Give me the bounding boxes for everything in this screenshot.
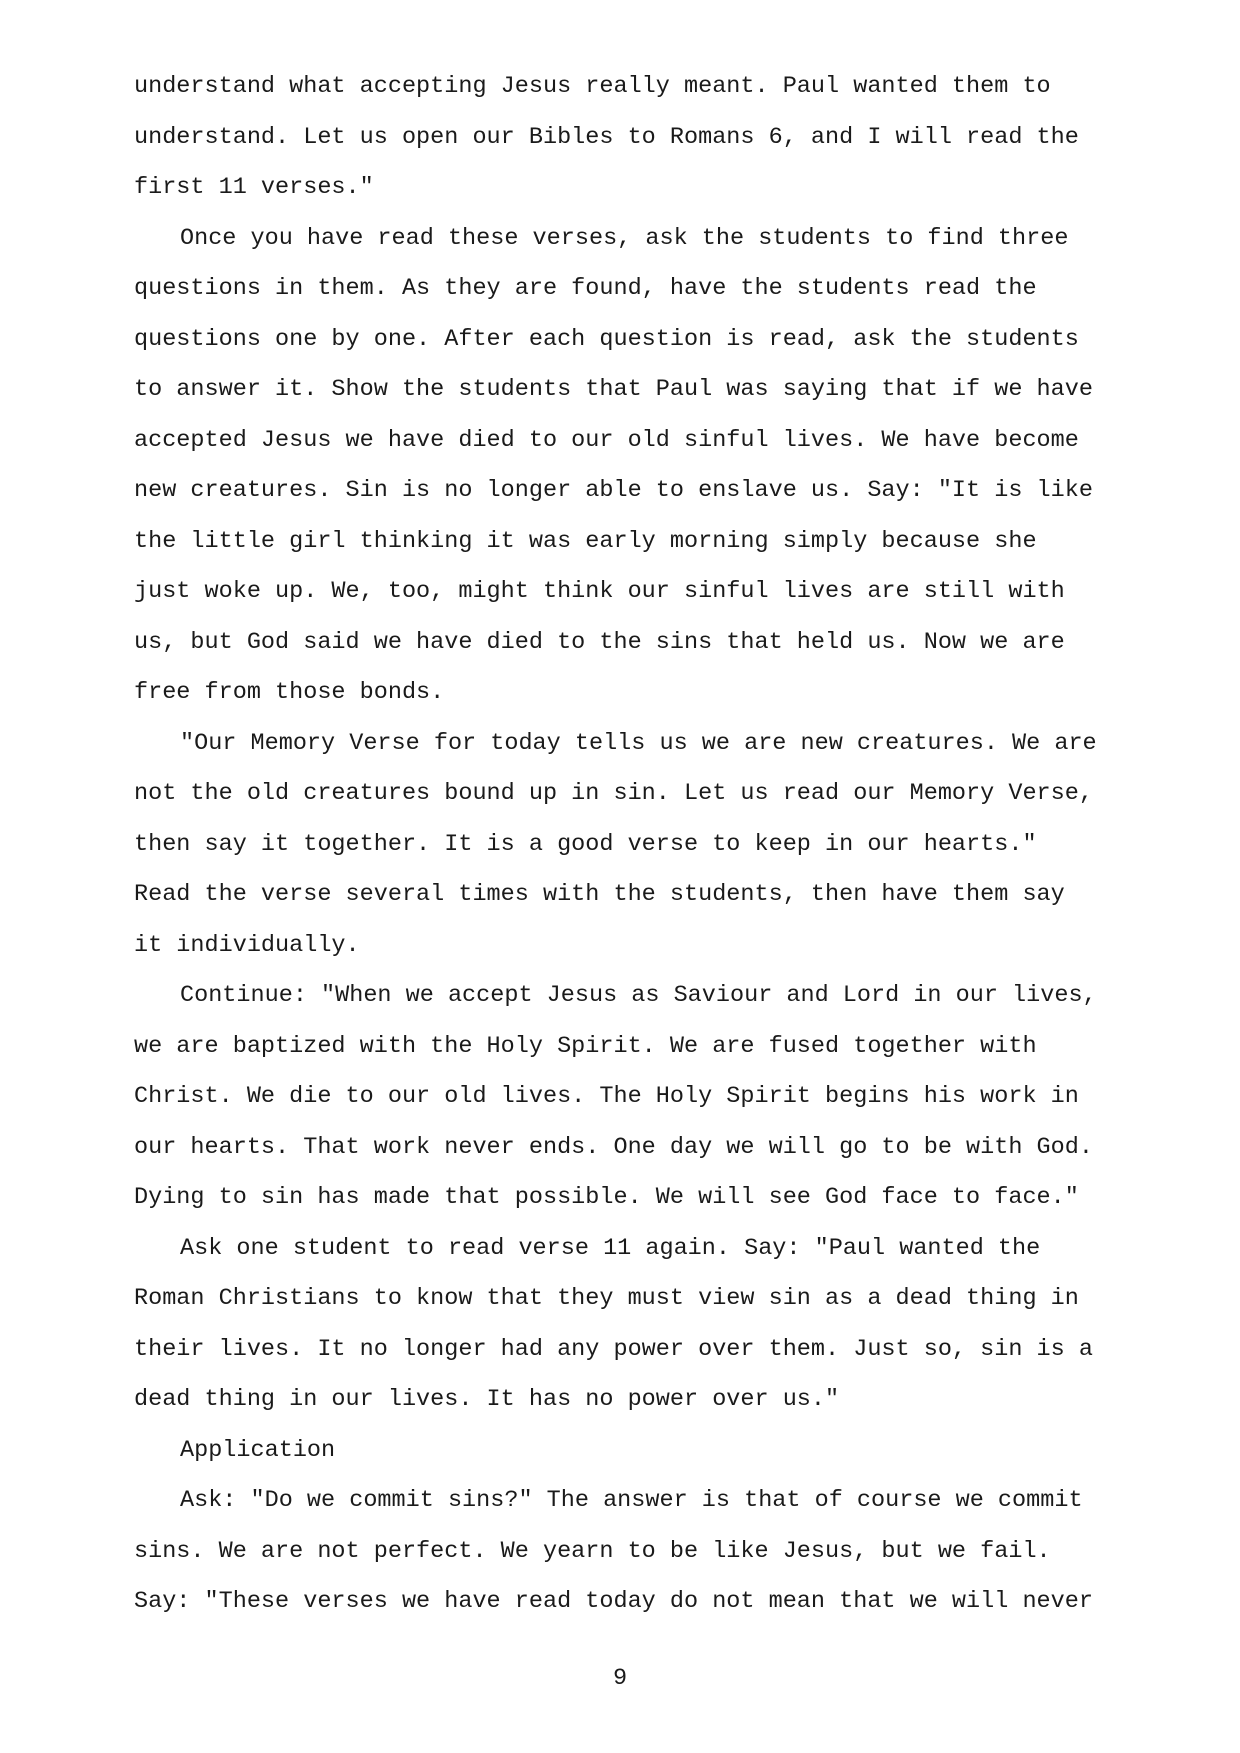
text-line: it individually. xyxy=(134,931,360,959)
text-line: understand. Let us open our Bibles to Romans 6, and I will read the xyxy=(134,123,1079,151)
text-line: we are baptized with the Holy Spirit. We are fused together with xyxy=(134,1032,1037,1060)
text-line: Continue: "When we accept Jesus as Saviour and Lord in our lives, xyxy=(180,982,1097,1009)
text-line: us, but God said we have died to the sins that held us. Now we are xyxy=(134,628,1065,656)
text-line: Ask one student to read verse 11 again. Say: "Paul wanted the xyxy=(180,1234,1041,1262)
text-line: the little girl thinking it was early morning simply because she xyxy=(134,527,1037,555)
text-line: new creatures. Sin is no longer able to enslave us. Say: "It is like xyxy=(134,477,1093,504)
text-line: understand what accepting Jesus really meant. Paul wanted them to xyxy=(134,73,1051,100)
text-line: dead thing in our lives. It has no power over us." xyxy=(134,1386,840,1413)
text-line: free from those bonds. xyxy=(134,679,445,706)
text-line: first 11 verses." xyxy=(134,174,374,201)
page-number: 9 xyxy=(612,1665,628,1692)
text-line: to answer it. Show the students that Paul was saying that if we have xyxy=(134,376,1093,403)
text-line: sins. We are not perfect. We yearn to be like Jesus, but we fail. xyxy=(134,1537,1051,1565)
text-line: questions one by one. After each question is read, ask the students xyxy=(134,325,1079,353)
text-line: not the old creatures bound up in sin. Let us read our Memory Verse, xyxy=(134,780,1093,807)
text-line: Once you have read these verses, ask the students to find three xyxy=(180,224,1069,252)
text-line: Roman Christians to know that they must view sin as a dead thing in xyxy=(134,1285,1079,1312)
text-line: Christ. We die to our old lives. The Holy Spirit begins his work in xyxy=(134,1083,1079,1110)
text-line: Application xyxy=(180,1436,336,1464)
text-line: accepted Jesus we have died to our old sinful lives. We have become xyxy=(134,426,1079,454)
text-line: Ask: "Do we commit sins?" The answer is that of course we commit xyxy=(180,1487,1083,1514)
text-line: questions in them. As they are found, have the students read the xyxy=(134,275,1037,302)
body-text xyxy=(134,62,1154,1628)
text-line: Read the verse several times with the students, then have them say xyxy=(134,881,1065,908)
text-line: Say: "These verses we have read today do not mean that we will never xyxy=(134,1588,1093,1615)
text-line: "Our Memory Verse for today tells us we are new creatures. We are xyxy=(180,729,1097,757)
text-line: our hearts. That work never ends. One day we will go to be with God. xyxy=(134,1133,1093,1161)
text-line: their lives. It no longer had any power over them. Just so, sin is a xyxy=(134,1335,1093,1363)
text-line: just woke up. We, too, might think our sinful lives are still with xyxy=(134,578,1065,605)
text-line: then say it together. It is a good verse to keep in our hearts." xyxy=(134,830,1037,858)
text-line: Dying to sin has made that possible. We will see God face to face." xyxy=(134,1184,1079,1211)
